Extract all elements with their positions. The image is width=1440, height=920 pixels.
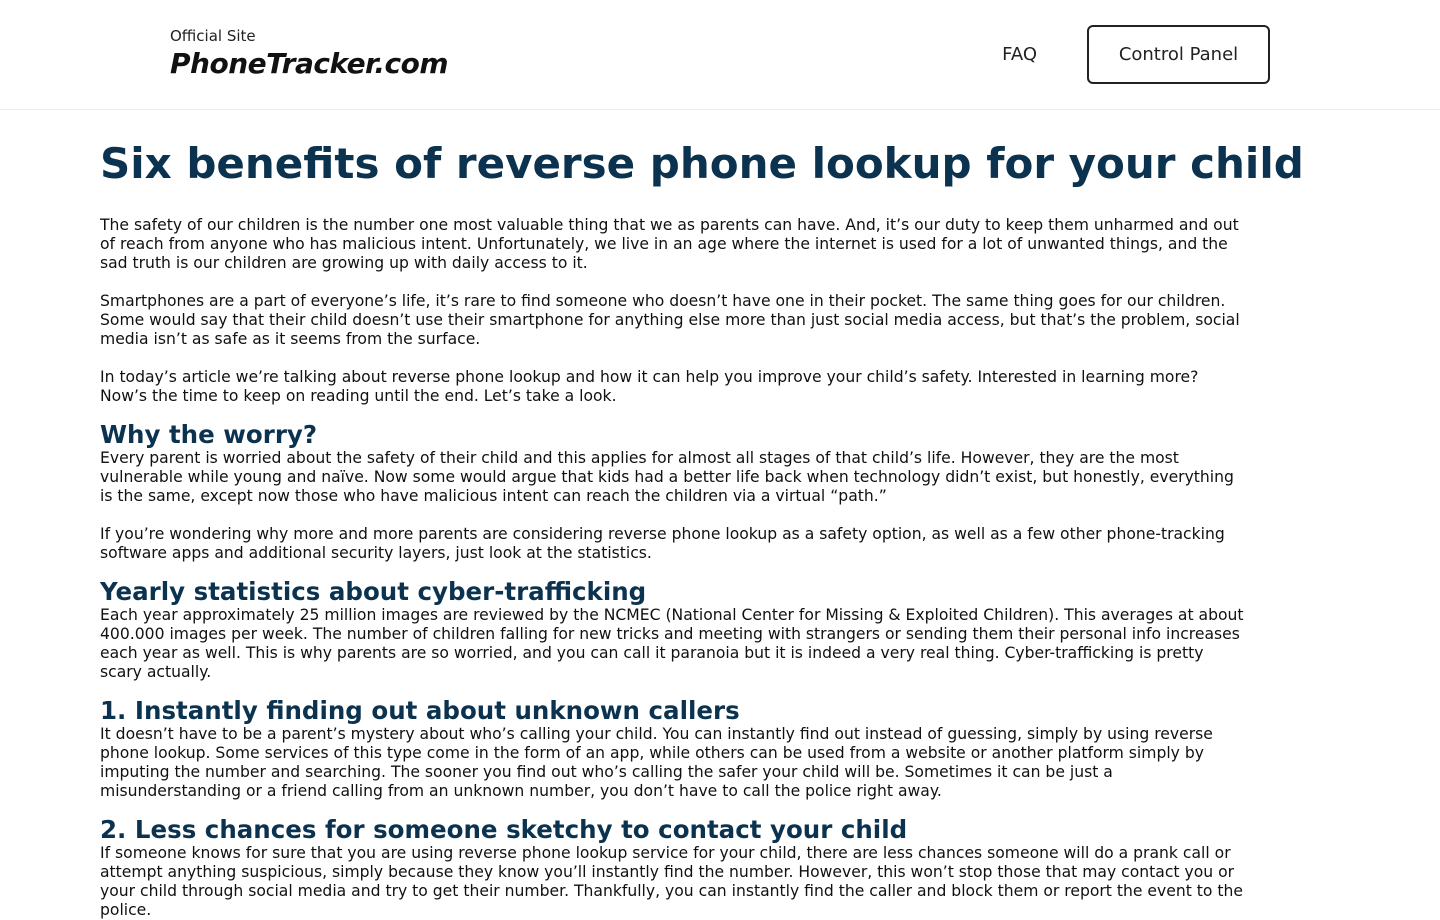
faq-link[interactable]: FAQ — [1002, 44, 1037, 65]
brand[interactable] — [170, 27, 448, 81]
paragraph-spacer — [100, 349, 1250, 368]
main-nav — [1002, 25, 1270, 84]
site-header — [0, 0, 1440, 110]
section-heading-benefit-1: 1. Instantly finding out about unknown callers — [100, 696, 740, 725]
article — [100, 138, 1304, 920]
site-logo[interactable]: PhoneTracker.com — [170, 47, 449, 80]
section-heading-worry: Why the worry? — [100, 420, 318, 449]
worry-paragraph-2: If you’re wondering why more and more parents are considering reverse phone lookup as a safety option, as well as a few other phone-tracking software apps and additional security layers, just look at the statistics. — [100, 525, 1225, 562]
statistics-paragraph: Each year approximately 25 million images are reviewed by the NCMEC (National Center for Missing & Exploited Children). This averages at about 400.000 images per week. The number of children falling for new tricks and meeting with strangers or sending them their personal info increases each year as well. This is why parents are so worried, and you can call it paranoia but it is indeed a very real thing. Cyber-trafficking is pretty scary actually. — [100, 606, 1244, 681]
benefit-1-paragraph: It doesn’t have to be a parent’s mystery about who’s calling your child. You can instantly find out instead of guessing, simply by using reverse phone lookup. Some services of this type come in the form of an app, while others can be used from a website or another platform simply by imputing the number and searching. The sooner you find out who’s calling the safer your child will be. Sometimes it can be just a misunderstanding or a friend calling from an unknown number, you don’t have to call the police right away. — [100, 725, 1213, 800]
control-panel-button[interactable]: Control Panel — [1087, 25, 1270, 84]
section-heading-benefit-2: 2. Less chances for someone sketchy to contact your child — [100, 815, 908, 844]
section-heading-statistics: Yearly statistics about cyber-trafficking — [100, 577, 647, 606]
intro-paragraph-1: The safety of our children is the number one most valuable thing that we as parents can have. And, it’s our duty to keep them unharmed and out of reach from anyone who has malicious intent. Unfortunately, we live in an age where the internet is used for a lot of unwanted things, and the sad truth is our children are growing up with daily access to it. — [100, 216, 1239, 272]
benefit-2-paragraph: If someone knows for sure that you are using reverse phone lookup service for your child, there are less chances someone will do a prank call or attempt anything suspicious, simply because they know you’ll instantly find the number. However, this won’t stop those that may contact you or your child through social media and try to get their number. Thankfully, you can instantly find the caller and block them or report the event to the police. — [100, 844, 1243, 919]
worry-paragraph-1: Every parent is worried about the safety of their child and this applies for almost all stages of that child’s life. However, they are the most vulnerable while young and naïve. Now some would argue that kids had a better life back when technology didn’t exist, but honestly, everything is the same, except now those who have malicious intent can reach the children via a virtual “path.” — [100, 449, 1234, 505]
intro-paragraph-3: In today’s article we’re talking about reverse phone lookup and how it can help you improve your child’s safety. Interested in learning more? Now’s the time to keep on reading until the end. Let’s take a look. — [100, 368, 1199, 405]
paragraph-spacer — [100, 273, 1250, 292]
brand-tagline: Official Site — [170, 27, 256, 45]
paragraph-spacer — [100, 506, 1250, 525]
intro-paragraph-2: Smartphones are a part of everyone’s life, it’s rare to find someone who doesn’t have one in their pocket. The same thing goes for our children. Some would say that their child doesn’t use their smartphone for anything else more than just social media access, but that’s the problem, social media isn’t as safe as it seems from the surface. — [100, 292, 1240, 348]
article-title: Six benefits of reverse phone lookup for your child — [100, 139, 1304, 188]
